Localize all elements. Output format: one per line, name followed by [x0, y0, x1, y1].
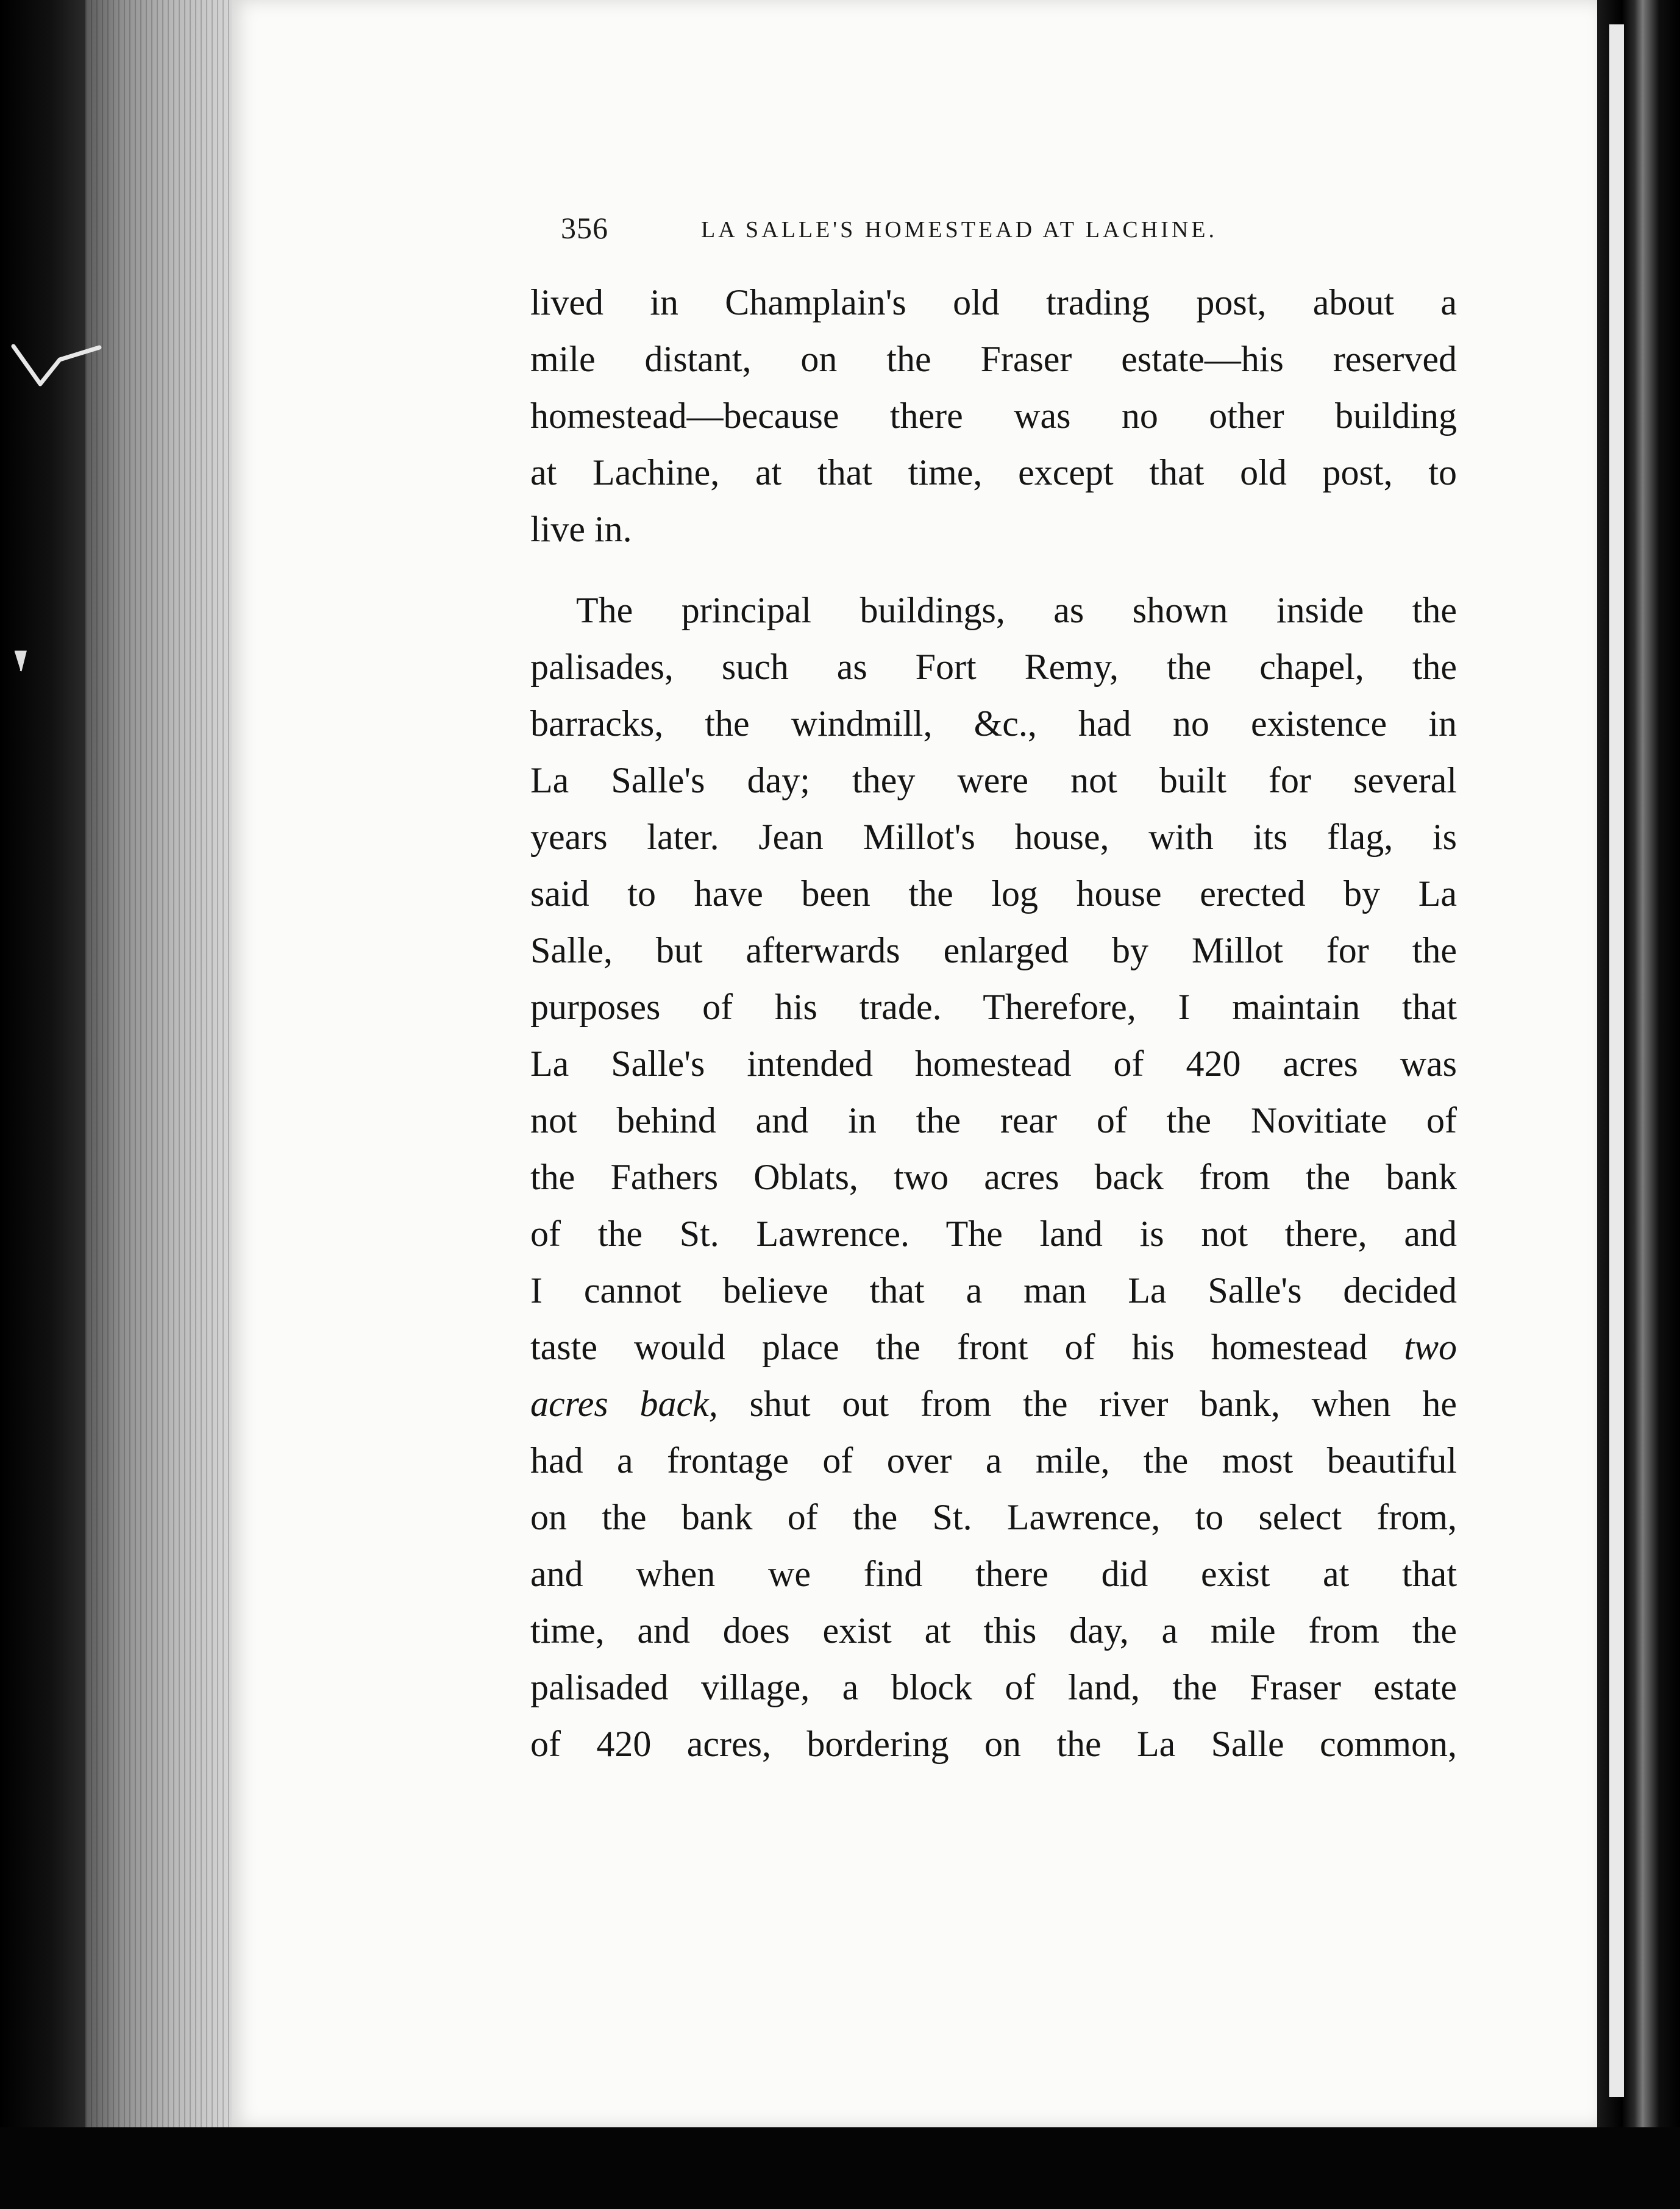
text-line [530, 1376, 1457, 1432]
body-text [530, 274, 1457, 1773]
text-line: and when we find there did exist at that [530, 1554, 1457, 1594]
page-number: 356 [561, 211, 608, 245]
text-line: I cannot believe that a man La Salle's decided [530, 1270, 1457, 1311]
text-line: lived in Champlain's old trading post, about a [530, 282, 1457, 322]
text-line: at Lachine, at that time, except that old post, to [530, 452, 1457, 493]
margin-tick-mark [13, 649, 28, 674]
text-line: barracks, the windmill, &c., had no existence in [530, 703, 1457, 744]
text-line: palisades, such as Fort Remy, the chapel, the [530, 647, 1457, 687]
scanner-edge [0, 0, 85, 2209]
text-line: the Fathers Oblats, two acres back from the bank [530, 1157, 1457, 1197]
page-header [561, 210, 1353, 259]
italic-text: acres back, [530, 1384, 718, 1424]
text-line: Salle, but afterwards enlarged by Millot for the [530, 930, 1457, 970]
bottom-shadow [0, 2127, 1680, 2209]
text-line: said to have been the log house erected by La [530, 873, 1457, 914]
text-line: time, and does exist at this day, a mile from the [530, 1610, 1457, 1651]
text-line: of the St. Lawrence. The land is not there, and [530, 1214, 1457, 1254]
text-line: live in. [530, 509, 632, 549]
paragraph-1 [530, 274, 1457, 558]
text-line: palisaded village, a block of land, the Fraser estate [530, 1667, 1457, 1707]
text-line: La Salle's day; they were not built for several [530, 760, 1457, 800]
text-line: La Salle's intended homestead of 420 acres was [530, 1044, 1457, 1084]
paragraph-2 [530, 582, 1457, 1773]
margin-check-mark [11, 341, 102, 396]
text-line: The principal buildings, as shown inside the [576, 590, 1457, 630]
text-line: of 420 acres, bordering on the La Salle common, [530, 1724, 1457, 1764]
running-head: LA SALLE'S HOMESTEAD AT LACHINE. [701, 217, 1217, 243]
text-run: taste would place the front of his homestead [530, 1327, 1404, 1367]
text-line: not behind and in the rear of the Novitiate of [530, 1100, 1457, 1140]
text-line: purposes of his trade. Therefore, I maintain that [530, 987, 1457, 1027]
text-line: mile distant, on the Fraser estate—his reserved [530, 339, 1457, 379]
italic-text: two [1404, 1327, 1457, 1367]
text-line: on the bank of the St. Lawrence, to select from, [530, 1497, 1457, 1537]
text-line [530, 1319, 1457, 1376]
next-page-sliver [1609, 24, 1624, 2097]
page-stack-edges [85, 0, 232, 2140]
text-line: homestead—because there was no other building [530, 396, 1457, 436]
text-run: shut out from the river bank, when he [717, 1384, 1457, 1424]
text-line: had a frontage of over a mile, the most beautiful [530, 1440, 1457, 1481]
text-line: years later. Jean Millot's house, with its flag, is [530, 817, 1457, 857]
